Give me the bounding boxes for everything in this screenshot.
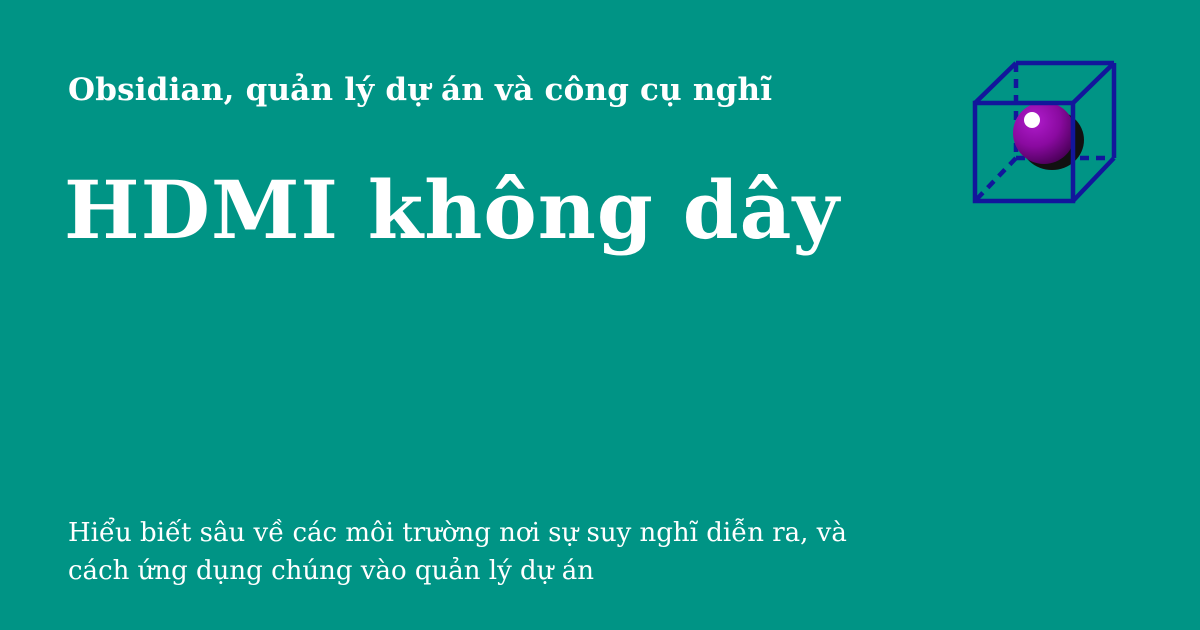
page-description xyxy=(68,514,928,590)
cube-sphere-icon xyxy=(968,55,1122,209)
description-line: Hiểu biết sâu về các môi trường nơi sự suy nghĩ diễn ra, và xyxy=(68,518,847,548)
page-title: HDMI không dây xyxy=(64,163,840,257)
description-line: cách ứng dụng chúng vào quản lý dự án xyxy=(68,556,594,586)
site-subtitle: Obsidian, quản lý dự án và công cụ nghĩ xyxy=(68,72,773,108)
